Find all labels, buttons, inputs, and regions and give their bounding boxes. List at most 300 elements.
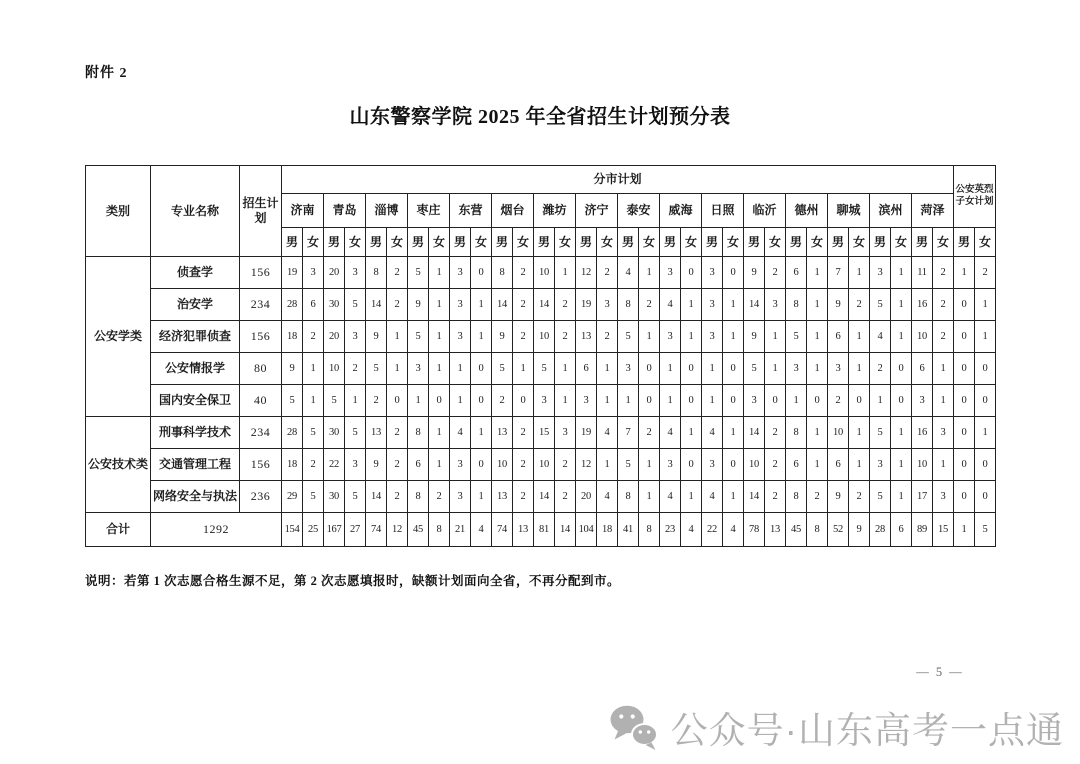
value-cell: 9: [744, 321, 765, 353]
header-male: 男: [576, 228, 597, 257]
value-cell: 0: [681, 449, 702, 481]
value-cell: 2: [765, 417, 786, 449]
table-row: [86, 289, 996, 321]
value-cell: 7: [618, 417, 639, 449]
value-cell: 1: [765, 353, 786, 385]
value-cell: 5: [324, 385, 345, 417]
value-cell: 1: [933, 385, 954, 417]
total-label-cell: 合计: [86, 513, 151, 547]
plan-cell: 156: [240, 321, 282, 353]
value-cell: 0: [723, 385, 744, 417]
value-cell: 9: [492, 321, 513, 353]
value-cell: 0: [975, 481, 996, 513]
value-cell: 1: [807, 417, 828, 449]
header-female: 女: [849, 228, 870, 257]
header-city-3: 枣庄: [408, 194, 450, 228]
table-row: [86, 353, 996, 385]
header-male: 男: [828, 228, 849, 257]
header-female: 女: [597, 228, 618, 257]
value-cell: 5: [786, 321, 807, 353]
plan-cell: 156: [240, 449, 282, 481]
value-cell: 1: [702, 353, 723, 385]
value-cell: 0: [807, 385, 828, 417]
header-female: 女: [429, 228, 450, 257]
value-cell: 1: [597, 353, 618, 385]
value-cell: 1: [681, 321, 702, 353]
header-male: 男: [954, 228, 975, 257]
category-cell: 公安学类: [86, 257, 151, 417]
enrollment-plan-table: [85, 165, 996, 547]
value-cell: 5: [345, 289, 366, 321]
value-cell: 1: [408, 385, 429, 417]
value-cell: 1: [471, 481, 492, 513]
value-cell: 3: [450, 257, 471, 289]
value-cell: 1: [555, 385, 576, 417]
value-cell: 2: [387, 257, 408, 289]
plan-cell: 40: [240, 385, 282, 417]
value-cell: 0: [765, 385, 786, 417]
value-cell: 1: [471, 289, 492, 321]
table-row: [86, 481, 996, 513]
value-cell: 2: [513, 417, 534, 449]
value-cell: 3: [786, 353, 807, 385]
value-cell: 0: [849, 385, 870, 417]
value-cell: 4: [660, 481, 681, 513]
value-cell: 1: [618, 385, 639, 417]
value-cell: 12: [576, 257, 597, 289]
header-female: 女: [975, 228, 996, 257]
header-female: 女: [681, 228, 702, 257]
value-cell: 0: [723, 449, 744, 481]
value-cell: 1: [723, 481, 744, 513]
value-cell: 3: [702, 321, 723, 353]
total-value-cell: 45: [786, 513, 807, 547]
value-cell: 4: [702, 417, 723, 449]
value-cell: 0: [387, 385, 408, 417]
value-cell: 14: [744, 481, 765, 513]
wechat-icon: [609, 704, 658, 751]
major-cell: 公安情报学: [151, 353, 240, 385]
header-city-2: 淄博: [366, 194, 408, 228]
value-cell: 5: [408, 257, 429, 289]
value-cell: 8: [786, 481, 807, 513]
page-number: — 5 —: [916, 665, 964, 679]
value-cell: 1: [429, 321, 450, 353]
value-cell: 1: [807, 289, 828, 321]
total-row: [86, 513, 996, 547]
value-cell: 1: [975, 417, 996, 449]
value-cell: 0: [471, 257, 492, 289]
value-cell: 18: [282, 449, 303, 481]
value-cell: 13: [492, 481, 513, 513]
table-row: [86, 385, 996, 417]
value-cell: 16: [912, 417, 933, 449]
value-cell: 16: [912, 289, 933, 321]
value-cell: 1: [429, 289, 450, 321]
value-cell: 1: [849, 449, 870, 481]
value-cell: 1: [849, 417, 870, 449]
value-cell: 5: [345, 417, 366, 449]
value-cell: 0: [975, 449, 996, 481]
value-cell: 3: [828, 353, 849, 385]
header-city-0: 济南: [282, 194, 324, 228]
value-cell: 1: [702, 385, 723, 417]
header-male: 男: [408, 228, 429, 257]
value-cell: 2: [870, 353, 891, 385]
value-cell: 6: [408, 449, 429, 481]
total-value-cell: 4: [681, 513, 702, 547]
value-cell: 18: [282, 321, 303, 353]
value-cell: 2: [387, 481, 408, 513]
value-cell: 4: [660, 417, 681, 449]
note-text: 说明：若第 1 次志愿合格生源不足，第 2 次志愿填报时，缺额计划面向全省，不再分配到市。: [85, 574, 621, 588]
value-cell: 2: [387, 289, 408, 321]
value-cell: 14: [744, 289, 765, 321]
header-major: 专业名称: [151, 166, 240, 257]
value-cell: 13: [492, 417, 513, 449]
header-male: 男: [450, 228, 471, 257]
total-value-cell: 154: [282, 513, 303, 547]
value-cell: 1: [387, 321, 408, 353]
value-cell: 1: [471, 321, 492, 353]
value-cell: 0: [954, 353, 975, 385]
value-cell: 0: [639, 385, 660, 417]
value-cell: 1: [891, 417, 912, 449]
value-cell: 0: [975, 385, 996, 417]
value-cell: 5: [303, 417, 324, 449]
header-city-4: 东营: [450, 194, 492, 228]
value-cell: 2: [933, 289, 954, 321]
header-female: 女: [723, 228, 744, 257]
value-cell: 2: [303, 321, 324, 353]
value-cell: 9: [282, 353, 303, 385]
value-cell: 1: [597, 449, 618, 481]
value-cell: 1: [933, 449, 954, 481]
value-cell: 1: [639, 257, 660, 289]
value-cell: 2: [849, 289, 870, 321]
value-cell: 13: [366, 417, 387, 449]
total-value-cell: 78: [744, 513, 765, 547]
value-cell: 2: [933, 321, 954, 353]
value-cell: 14: [366, 481, 387, 513]
value-cell: 5: [345, 481, 366, 513]
value-cell: 1: [807, 321, 828, 353]
header-city-11: 临沂: [744, 194, 786, 228]
value-cell: 3: [618, 353, 639, 385]
total-value-cell: 5: [975, 513, 996, 547]
value-cell: 19: [282, 257, 303, 289]
header-city-13: 聊城: [828, 194, 870, 228]
value-cell: 4: [870, 321, 891, 353]
value-cell: 10: [534, 321, 555, 353]
value-cell: 1: [891, 481, 912, 513]
value-cell: 5: [366, 353, 387, 385]
value-cell: 1: [660, 353, 681, 385]
value-cell: 20: [324, 257, 345, 289]
header-city-5: 烟台: [492, 194, 534, 228]
value-cell: 2: [807, 481, 828, 513]
header-male: 男: [870, 228, 891, 257]
total-value-cell: 6: [891, 513, 912, 547]
attachment-label: 附件 2: [85, 66, 128, 81]
major-cell: 交通管理工程: [151, 449, 240, 481]
header-category: 类别: [86, 166, 151, 257]
value-cell: 14: [534, 481, 555, 513]
value-cell: 2: [555, 289, 576, 321]
header-city-7: 济宁: [576, 194, 618, 228]
total-value-cell: 89: [912, 513, 933, 547]
value-cell: 12: [576, 449, 597, 481]
value-cell: 1: [450, 353, 471, 385]
header-female: 女: [765, 228, 786, 257]
value-cell: 8: [618, 481, 639, 513]
header-female: 女: [303, 228, 324, 257]
total-value-cell: 1: [954, 513, 975, 547]
value-cell: 1: [681, 289, 702, 321]
value-cell: 1: [429, 417, 450, 449]
value-cell: 3: [597, 289, 618, 321]
header-city-6: 潍坊: [534, 194, 576, 228]
value-cell: 1: [303, 385, 324, 417]
header-male: 男: [702, 228, 723, 257]
value-cell: 11: [912, 257, 933, 289]
value-cell: 0: [471, 385, 492, 417]
value-cell: 30: [324, 481, 345, 513]
header-male: 男: [492, 228, 513, 257]
value-cell: 17: [912, 481, 933, 513]
value-cell: 1: [807, 449, 828, 481]
value-cell: 3: [345, 321, 366, 353]
value-cell: 0: [681, 385, 702, 417]
header-male: 男: [744, 228, 765, 257]
major-cell: 经济犯罪侦查: [151, 321, 240, 353]
total-value-cell: 21: [450, 513, 471, 547]
value-cell: 5: [492, 353, 513, 385]
value-cell: 4: [618, 257, 639, 289]
value-cell: 6: [576, 353, 597, 385]
value-cell: 30: [324, 417, 345, 449]
value-cell: 3: [450, 449, 471, 481]
header-female: 女: [513, 228, 534, 257]
value-cell: 2: [513, 481, 534, 513]
header-city-1: 青岛: [324, 194, 366, 228]
value-cell: 8: [366, 257, 387, 289]
value-cell: 1: [471, 417, 492, 449]
total-value-cell: 13: [765, 513, 786, 547]
total-value-cell: 15: [933, 513, 954, 547]
value-cell: 30: [324, 289, 345, 321]
value-cell: 1: [807, 257, 828, 289]
value-cell: 2: [513, 321, 534, 353]
header-female: 女: [345, 228, 366, 257]
value-cell: 3: [702, 257, 723, 289]
header-male: 男: [912, 228, 933, 257]
value-cell: 5: [408, 321, 429, 353]
value-cell: 1: [429, 257, 450, 289]
major-cell: 刑事科学技术: [151, 417, 240, 449]
value-cell: 19: [576, 289, 597, 321]
value-cell: 1: [660, 385, 681, 417]
value-cell: 5: [744, 353, 765, 385]
total-value-cell: 74: [366, 513, 387, 547]
table-row: [86, 257, 996, 289]
total-value-cell: 4: [471, 513, 492, 547]
total-value-cell: 22: [702, 513, 723, 547]
value-cell: 2: [555, 449, 576, 481]
value-cell: 3: [660, 321, 681, 353]
header-female: 女: [891, 228, 912, 257]
value-cell: 20: [324, 321, 345, 353]
value-cell: 3: [555, 417, 576, 449]
value-cell: 14: [492, 289, 513, 321]
value-cell: 3: [450, 481, 471, 513]
header-female: 女: [807, 228, 828, 257]
value-cell: 2: [555, 481, 576, 513]
value-cell: 13: [576, 321, 597, 353]
value-cell: 2: [555, 321, 576, 353]
value-cell: 1: [933, 353, 954, 385]
total-value-cell: 14: [555, 513, 576, 547]
value-cell: 1: [555, 353, 576, 385]
value-cell: 0: [954, 289, 975, 321]
value-cell: 1: [891, 321, 912, 353]
header-male: 男: [366, 228, 387, 257]
header-city-9: 威海: [660, 194, 702, 228]
value-cell: 4: [450, 417, 471, 449]
plan-cell: 234: [240, 289, 282, 321]
header-city-14: 滨州: [870, 194, 912, 228]
watermark-text: 公众号·山东高考一点通: [670, 710, 1064, 751]
value-cell: 3: [660, 449, 681, 481]
header-special-group: 公安英烈子女计划: [954, 166, 996, 228]
value-cell: 1: [807, 353, 828, 385]
value-cell: 2: [513, 289, 534, 321]
total-value-cell: 52: [828, 513, 849, 547]
header-male: 男: [324, 228, 345, 257]
header-plan: 招生计划: [240, 166, 282, 257]
value-cell: 9: [408, 289, 429, 321]
value-cell: 1: [555, 257, 576, 289]
value-cell: 2: [765, 257, 786, 289]
total-value-cell: 8: [429, 513, 450, 547]
value-cell: 6: [828, 449, 849, 481]
value-cell: 2: [492, 385, 513, 417]
value-cell: 1: [975, 289, 996, 321]
value-cell: 0: [681, 257, 702, 289]
value-cell: 1: [975, 321, 996, 353]
page-title: 山东警察学院 2025 年全省招生计划预分表: [349, 106, 731, 128]
value-cell: 2: [303, 449, 324, 481]
value-cell: 4: [597, 417, 618, 449]
total-value-cell: 167: [324, 513, 345, 547]
value-cell: 5: [618, 321, 639, 353]
value-cell: 2: [513, 449, 534, 481]
value-cell: 14: [534, 289, 555, 321]
major-cell: 国内安全保卫: [151, 385, 240, 417]
value-cell: 20: [576, 481, 597, 513]
value-cell: 5: [303, 481, 324, 513]
value-cell: 3: [912, 385, 933, 417]
value-cell: 0: [471, 449, 492, 481]
value-cell: 1: [891, 289, 912, 321]
plan-cell: 80: [240, 353, 282, 385]
value-cell: 1: [429, 353, 450, 385]
value-cell: 1: [849, 321, 870, 353]
value-cell: 5: [870, 289, 891, 321]
value-cell: 1: [891, 449, 912, 481]
value-cell: 2: [975, 257, 996, 289]
value-cell: 0: [975, 353, 996, 385]
value-cell: 10: [324, 353, 345, 385]
value-cell: 2: [429, 481, 450, 513]
header-city-12: 德州: [786, 194, 828, 228]
value-cell: 8: [492, 257, 513, 289]
value-cell: 2: [345, 353, 366, 385]
header-female: 女: [387, 228, 408, 257]
value-cell: 1: [681, 481, 702, 513]
value-cell: 10: [912, 449, 933, 481]
value-cell: 1: [681, 417, 702, 449]
value-cell: 8: [408, 481, 429, 513]
header-city-group: 分市计划: [282, 166, 954, 194]
watermark: [609, 700, 1064, 754]
value-cell: 5: [618, 449, 639, 481]
value-cell: 10: [828, 417, 849, 449]
value-cell: 6: [303, 289, 324, 321]
value-cell: 9: [366, 321, 387, 353]
value-cell: 0: [681, 353, 702, 385]
total-value-cell: 41: [618, 513, 639, 547]
value-cell: 3: [702, 449, 723, 481]
value-cell: 2: [639, 289, 660, 321]
value-cell: 2: [387, 417, 408, 449]
header-city-10: 日照: [702, 194, 744, 228]
total-value-cell: 45: [408, 513, 429, 547]
value-cell: 1: [597, 385, 618, 417]
value-cell: 2: [513, 257, 534, 289]
total-value-cell: 74: [492, 513, 513, 547]
value-cell: 2: [639, 417, 660, 449]
value-cell: 3: [933, 417, 954, 449]
value-cell: 10: [492, 449, 513, 481]
value-cell: 3: [408, 353, 429, 385]
header-male: 男: [618, 228, 639, 257]
total-value-cell: 28: [870, 513, 891, 547]
value-cell: 2: [849, 481, 870, 513]
value-cell: 2: [387, 449, 408, 481]
value-cell: 7: [828, 257, 849, 289]
value-cell: 6: [786, 449, 807, 481]
total-value-cell: 9: [849, 513, 870, 547]
value-cell: 3: [450, 321, 471, 353]
value-cell: 3: [870, 449, 891, 481]
value-cell: 3: [702, 289, 723, 321]
header-male: 男: [786, 228, 807, 257]
header-male: 男: [534, 228, 555, 257]
value-cell: 8: [618, 289, 639, 321]
value-cell: 9: [828, 481, 849, 513]
value-cell: 8: [408, 417, 429, 449]
header-male: 男: [282, 228, 303, 257]
value-cell: 2: [597, 321, 618, 353]
value-cell: 0: [954, 417, 975, 449]
value-cell: 3: [870, 257, 891, 289]
plan-cell: 156: [240, 257, 282, 289]
value-cell: 1: [954, 257, 975, 289]
value-cell: 10: [534, 449, 555, 481]
total-value-cell: 25: [303, 513, 324, 547]
value-cell: 5: [870, 417, 891, 449]
